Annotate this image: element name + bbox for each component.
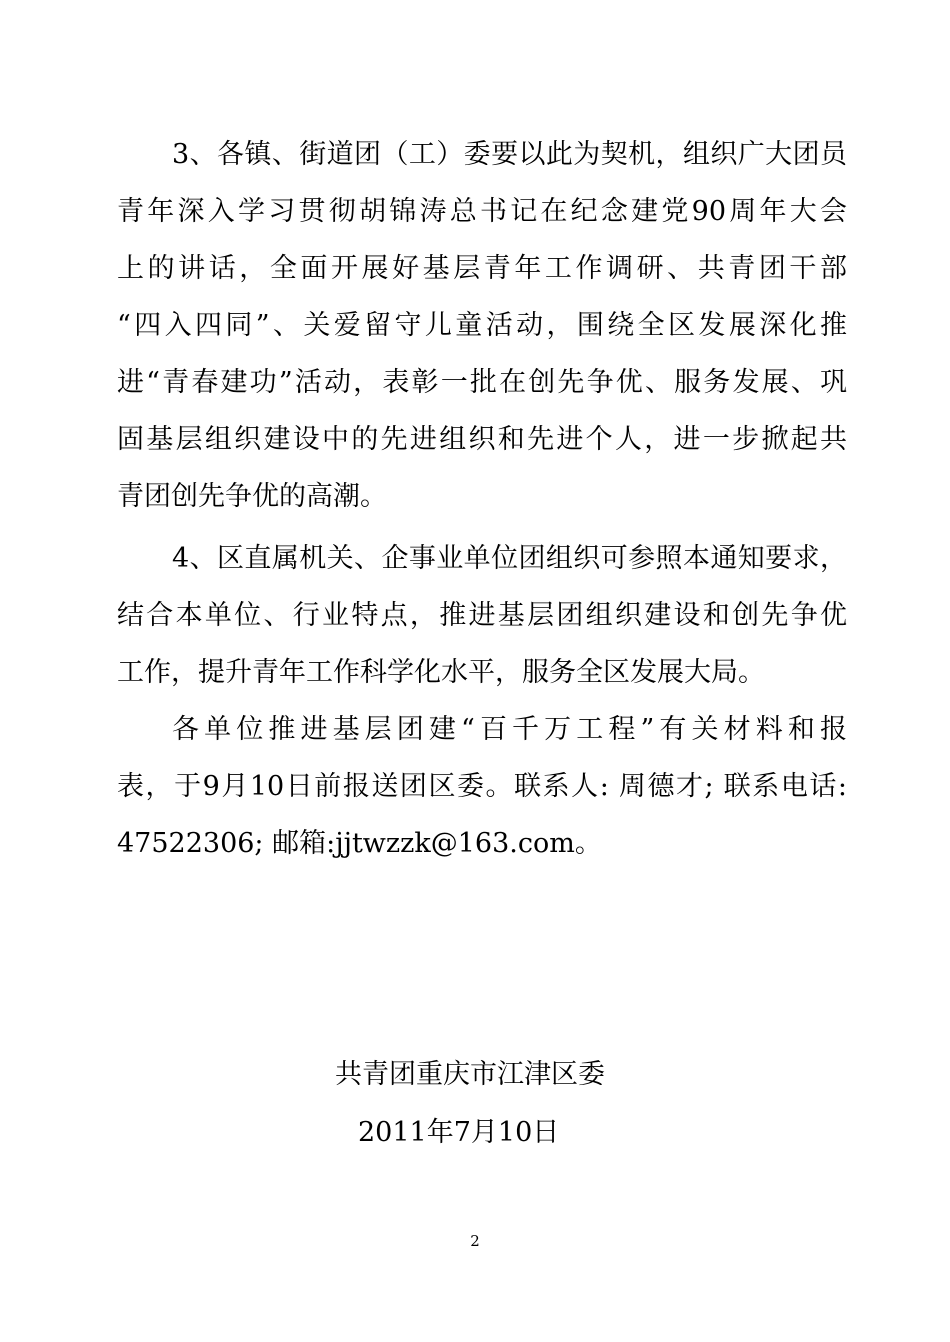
text-line: 进“青春建功”活动，表彰一批在创先争优、服务发展、巩 (117, 367, 847, 398)
text-line: 上的讲话，全面开展好基层青年工作调研、共青团干部 (117, 253, 847, 284)
contact-email-line: 47522306; 邮箱:jjtwzzk@163.com。 (117, 828, 602, 859)
text-line: 工作，提升青年工作科学化水平，服务全区发展大局。 (117, 657, 765, 688)
page-number: 2 (470, 1232, 480, 1250)
text-line: 青年深入学习贯彻胡锦涛总书记在纪念建党90周年大会 (117, 196, 847, 227)
text-line: 3、各镇、街道团（工）委要以此为契机，组织广大团员 (172, 139, 847, 170)
text-line: 结合本单位、行业特点，推进基层团组织建设和创先争优 (117, 600, 847, 631)
signature-organization: 共青团重庆市江津区委 (335, 1059, 605, 1090)
text-line: 固基层组织建设中的先进组织和先进个人，进一步掀起共 (117, 424, 847, 455)
text-line: 各单位推进基层团建“百千万工程”有关材料和报 (172, 714, 847, 745)
text-line: 4、区直属机关、企事业单位团组织可参照本通知要求， (172, 543, 847, 574)
text-line: 表，于9月10日前报送团区委。联系人: 周德才; 联系电话: (117, 771, 847, 802)
text-line: 青团创先争优的高潮。 (117, 481, 387, 512)
text-line: “四入四同”、关爱留守儿童活动，围绕全区发展深化推 (117, 310, 847, 341)
signature-date: 2011年7月10日 (358, 1117, 560, 1148)
